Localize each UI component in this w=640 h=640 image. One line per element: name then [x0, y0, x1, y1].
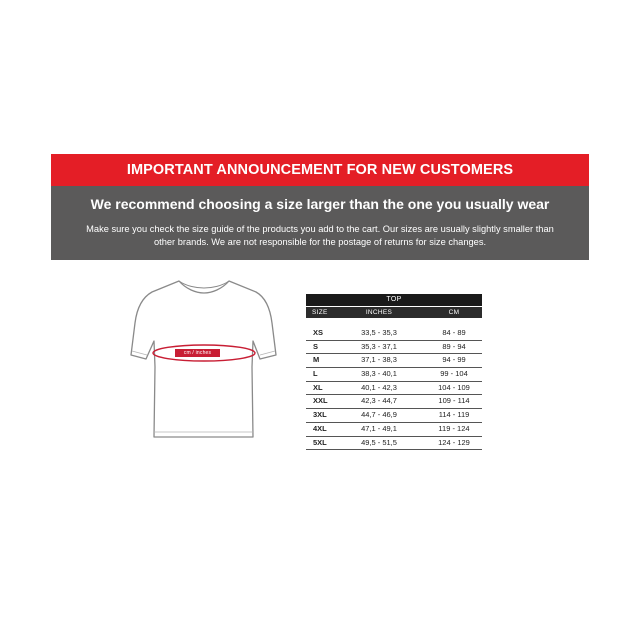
cm-cell: 89 - 94 — [442, 341, 466, 351]
inches-cell: 44,7 - 46,9 — [361, 410, 397, 420]
column-header-size: SIZE — [312, 309, 328, 316]
table-row — [306, 395, 482, 409]
table-row — [306, 327, 482, 341]
size-cell: S — [313, 341, 319, 351]
size-table — [306, 294, 482, 450]
inches-cell: 35,3 - 37,1 — [361, 341, 397, 351]
inches-cell: 42,3 - 44,7 — [361, 396, 397, 406]
table-row — [306, 423, 482, 437]
table-row — [306, 437, 482, 451]
announcement-title-banner — [51, 154, 589, 186]
table-row — [306, 409, 482, 423]
table-row — [306, 382, 482, 396]
inches-cell: 47,1 - 49,1 — [361, 423, 397, 433]
inches-cell: 49,5 - 51,5 — [361, 437, 397, 447]
size-cell: 4XL — [313, 423, 327, 433]
announcement-message-panel — [51, 186, 589, 260]
size-cell: L — [313, 369, 318, 379]
size-table-title: TOP — [306, 294, 482, 306]
table-row — [306, 368, 482, 382]
cm-cell: 104 - 109 — [438, 382, 470, 392]
size-cell: 5XL — [313, 437, 327, 447]
announcement-headline: We recommend choosing a size larger than the one you usually wear — [90, 196, 550, 212]
cm-cell: 84 - 89 — [442, 328, 466, 337]
cm-cell: 109 - 114 — [438, 396, 470, 406]
cm-cell: 94 - 99 — [442, 355, 466, 365]
table-row — [306, 341, 482, 355]
tshirt-illustration — [124, 275, 284, 445]
size-cell: M — [313, 355, 320, 365]
measure-label: cm / inches — [183, 350, 212, 356]
size-cell: XL — [313, 382, 323, 392]
column-header-cm: CM — [448, 309, 460, 316]
inches-cell: 38,3 - 40,1 — [361, 369, 397, 379]
size-table-header — [306, 307, 482, 318]
cm-cell: 119 - 124 — [438, 423, 470, 433]
column-header-inches: INCHES — [365, 309, 393, 316]
inches-cell: 37,1 - 38,3 — [361, 355, 397, 365]
size-cell: 3XL — [313, 410, 327, 420]
cm-cell: 114 - 119 — [438, 410, 470, 420]
inches-cell: 33,5 - 35,3 — [361, 328, 397, 337]
measure-label-badge — [175, 349, 220, 357]
inches-cell: 40,1 - 42,3 — [361, 382, 397, 392]
announcement-title: IMPORTANT ANNOUNCEMENT FOR NEW CUSTOMERS — [126, 162, 514, 178]
size-cell: XXL — [313, 396, 328, 406]
cm-cell: 124 - 129 — [438, 437, 470, 447]
cm-cell: 99 - 104 — [440, 369, 468, 379]
announcement-body: Make sure you check the size guide of the products you add to the cart. Our sizes are usually slightly smaller than other brands. We are not responsible for the postage of returns for size changes. — [86, 224, 554, 247]
table-row — [306, 354, 482, 368]
size-cell: XS — [313, 328, 324, 337]
tshirt-outline — [131, 281, 276, 437]
